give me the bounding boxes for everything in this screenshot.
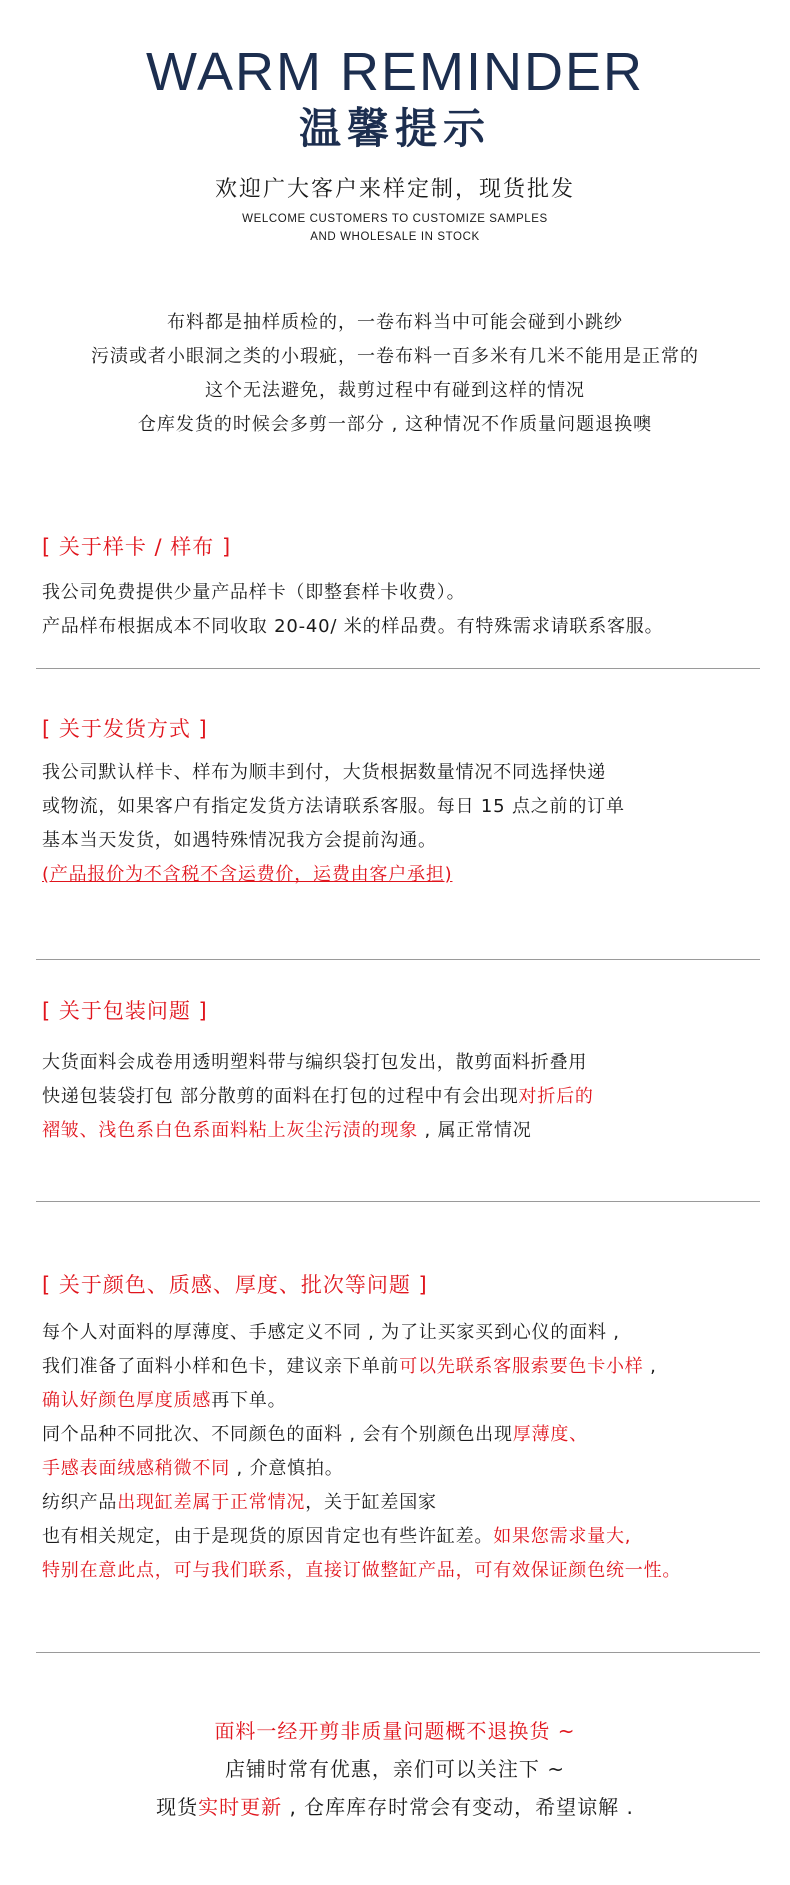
highlight-text: 面料一经开剪非质量问题概不退换货 ~ <box>214 1719 576 1743</box>
body-text: 每个人对面料的厚薄度、手感定义不同 , 为了让买家买到心仪的面料 , <box>42 1322 620 1343</box>
body-text: 我公司默认样卡、样布为顺丰到付，大货根据数量情况不同选择快递 <box>42 762 606 783</box>
text-line <box>42 1452 681 1486</box>
body-text: 基本当天发货，如遇特殊情况我方会提前沟通。 <box>42 830 437 851</box>
body-text: 现货 <box>156 1795 199 1819</box>
text-line <box>42 1418 681 1452</box>
section-title-sample-card: [ 关于样卡 / 样布 ] <box>42 535 232 559</box>
text-line <box>42 1046 594 1080</box>
intro-line: 布料都是抽样质检的，一卷布料当中可能会碰到小跳纱 <box>167 312 623 333</box>
highlight-text: 实时更新 <box>198 1795 283 1819</box>
body-text: 大货面料会成卷用透明塑料带与编织袋打包发出，散剪面料折叠用 <box>42 1052 588 1073</box>
header-subtitle-en <box>0 210 790 246</box>
section-body-packaging <box>42 1046 594 1148</box>
section-title-color-quality: [ 关于颜色、质感、厚度、批次等问题 ] <box>42 1273 428 1297</box>
intro-paragraph <box>0 306 790 442</box>
text-line <box>42 790 625 824</box>
highlight-text: 对折后的 <box>518 1086 594 1107</box>
header-title-en: WARM REMINDER <box>146 42 644 102</box>
body-text: 我们准备了面料小样和色卡，建议亲下单前 <box>42 1356 400 1377</box>
highlight-text: 厚薄度、 <box>512 1424 588 1445</box>
body-text: 或物流，如果客户有指定发货方法请联系客服。每日 15 点之前的订单 <box>42 796 625 817</box>
text-line <box>42 610 663 644</box>
text-line <box>0 1750 790 1788</box>
section-body-color-quality <box>42 1316 681 1588</box>
header-subtitle-en-line-2: AND WHOLESALE IN STOCK <box>310 231 480 243</box>
text-line <box>42 1384 681 1418</box>
body-text: ，关于缸差国家 <box>305 1492 437 1513</box>
text-line <box>42 824 625 858</box>
text-line <box>42 1350 681 1384</box>
intro-line: 仓库发货的时候会多剪一部分 , 这种情况不作质量问题退换噢 <box>137 414 653 435</box>
text-line <box>42 858 625 892</box>
body-text: 再下单。 <box>211 1390 287 1411</box>
body-text: 店铺时常有优惠，亲们可以关注下 ~ <box>224 1757 566 1781</box>
section-divider <box>36 1652 760 1653</box>
text-line <box>42 1080 594 1114</box>
text-line <box>42 756 625 790</box>
header-title-cn: 温馨提示 <box>298 104 491 153</box>
text-line <box>42 1554 681 1588</box>
header-subtitle-cn: 欢迎广大客户来样定制，现货批发 <box>214 177 575 202</box>
body-text: , 介意慎拍。 <box>230 1458 344 1479</box>
highlight-text: 可以先联系客服索要色卡小样 <box>399 1356 644 1377</box>
text-line <box>42 1316 681 1350</box>
highlight-text: (产品报价为不含税不含运费价，运费由客户承担) <box>42 864 453 885</box>
body-text: 产品样布根据成本不同收取 20-40/ 米的样品费。有特殊需求请联系客服。 <box>42 616 664 637</box>
highlight-text: 褶皱、浅色系白色系面料粘上灰尘污渍的现象 <box>42 1120 418 1141</box>
section-title-packaging: [ 关于包装问题 ] <box>42 999 208 1023</box>
body-text: 纺织产品 <box>42 1492 118 1513</box>
section-title-shipping: [ 关于发货方式 ] <box>42 717 208 741</box>
intro-line: 污渍或者小眼洞之类的小瑕疵，一卷布料一百多米有几米不能用是正常的 <box>91 346 699 367</box>
section-divider <box>36 668 760 669</box>
highlight-text: 出现缸差属于正常情况 <box>117 1492 306 1513</box>
text-line <box>42 1520 681 1554</box>
text-line <box>0 1788 790 1826</box>
section-body-sample-card <box>42 576 663 644</box>
body-text: , <box>643 1356 657 1377</box>
section-divider <box>36 959 760 960</box>
footer-notice <box>0 1712 790 1826</box>
header-subtitle-en-line-1: WELCOME CUSTOMERS TO CUSTOMIZE SAMPLES <box>242 213 548 225</box>
text-line <box>42 576 663 610</box>
text-line <box>0 1712 790 1750</box>
body-text: 也有相关规定，由于是现货的原因肯定也有些许缸差。 <box>42 1526 494 1547</box>
body-text: , 仓库库存时常会有变动，希望谅解 . <box>282 1795 634 1819</box>
intro-line: 这个无法避免，裁剪过程中有碰到这样的情况 <box>205 380 585 401</box>
body-text: 快递包装袋打包 部分散剪的面料在打包的过程中有会出现 <box>42 1086 519 1107</box>
text-line <box>42 1486 681 1520</box>
body-text: 同个品种不同批次、不同颜色的面料 , 会有个别颜色出现 <box>42 1424 513 1445</box>
highlight-text: 确认好颜色厚度质感 <box>42 1390 212 1411</box>
body-text: 我公司免费提供少量产品样卡（即整套样卡收费）。 <box>42 582 466 603</box>
section-body-shipping <box>42 756 625 892</box>
section-divider <box>36 1201 760 1202</box>
highlight-text: 如果您需求量大, <box>493 1526 632 1547</box>
text-line <box>42 1114 594 1148</box>
body-text: , 属正常情况 <box>418 1120 532 1141</box>
highlight-text: 特别在意此点，可与我们联系，直接订做整缸产品，可有效保证颜色统一性。 <box>42 1560 682 1581</box>
highlight-text: 手感表面绒感稍微不同 <box>42 1458 230 1479</box>
